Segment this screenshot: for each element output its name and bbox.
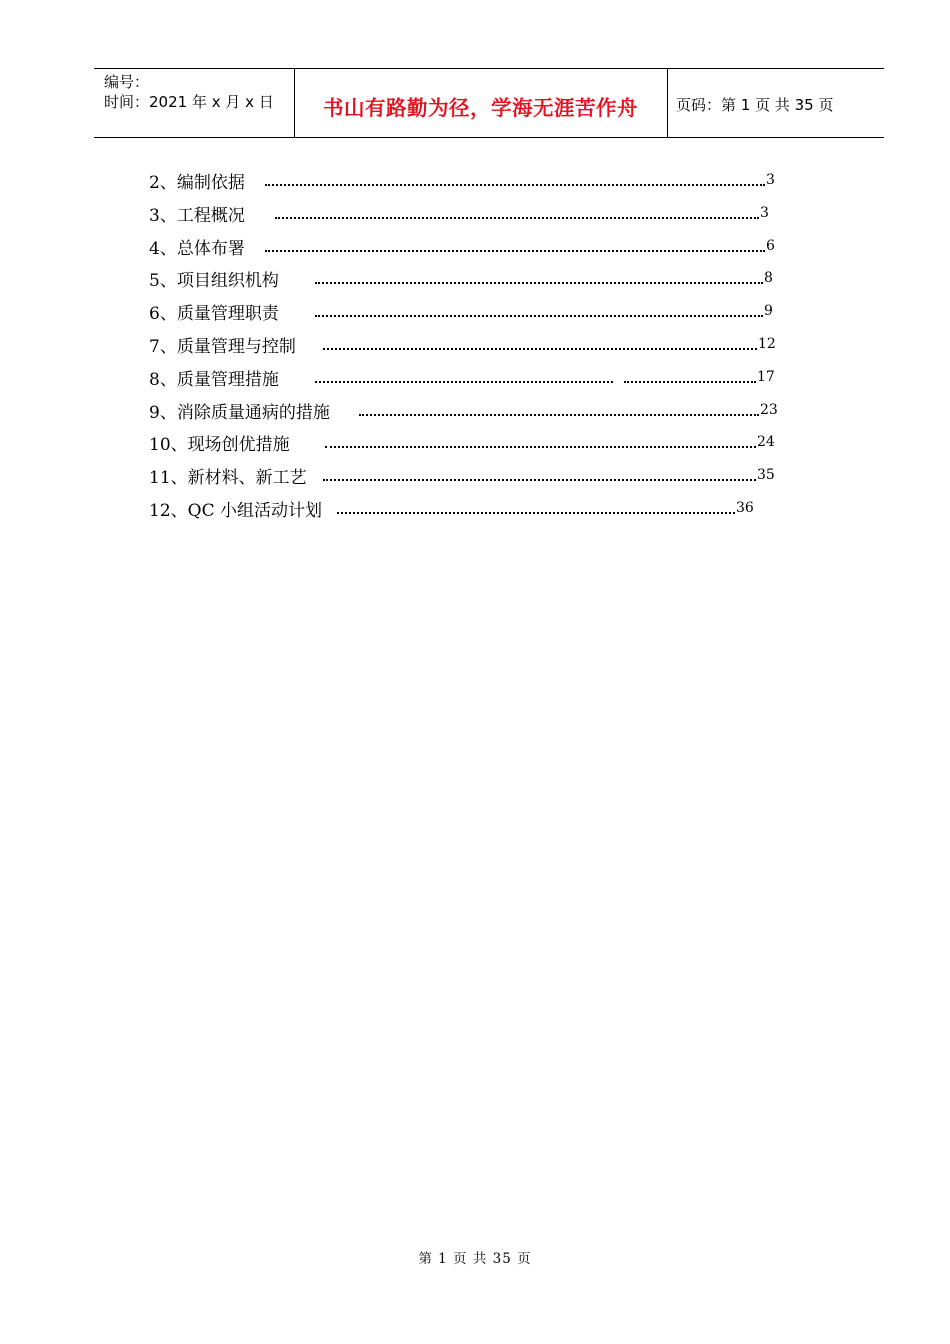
header-meta-cell [94, 69, 295, 137]
toc-entry-title: 4、总体布署 [149, 238, 245, 259]
toc-leader-dots [323, 334, 757, 350]
toc-entry-page: 3 [766, 172, 775, 188]
toc-entry[interactable] [149, 266, 789, 299]
footer-page-number: 第 1 页 共 35 页 [418, 1251, 532, 1267]
toc-entry[interactable] [149, 463, 789, 496]
toc-entry-page: 9 [764, 303, 773, 320]
toc-leader-dots [275, 203, 759, 219]
toc-entry-page: 12 [758, 335, 776, 352]
toc-entry-page: 36 [736, 499, 754, 516]
toc-entry-title: 2、编制依据 [149, 173, 245, 193]
header-motto-cell [294, 69, 668, 137]
toc-entry[interactable] [149, 365, 789, 398]
toc-leader-dots [315, 268, 763, 284]
toc-leader-dots [359, 400, 759, 416]
toc-leader-dots [337, 498, 735, 514]
toc-entry-page: 3 [760, 204, 769, 221]
header-page-info: 页码：第 1 页 共 35 页 [676, 96, 834, 114]
page-header [94, 68, 884, 138]
toc-entry-title: 10、现场创优措施 [149, 435, 290, 456]
toc-entry-page: 6 [766, 237, 775, 254]
toc-entry-page: 24 [757, 434, 775, 451]
page-footer [0, 1247, 950, 1267]
toc-entry[interactable] [149, 201, 789, 234]
toc-leader-dots [315, 301, 763, 317]
document-time: 时间：2021 年 x 月 x 日 [104, 93, 274, 111]
toc-leader-dots [323, 465, 756, 481]
header-motto: 书山有路勤为径，学海无涯苦作舟 [323, 96, 638, 120]
table-of-contents [149, 168, 789, 529]
toc-entry-title: 11、新材料、新工艺 [149, 468, 307, 489]
toc-entry-page: 17 [757, 368, 775, 385]
toc-entry-page: 35 [757, 467, 775, 484]
toc-entry-title: 6、质量管理职责 [149, 304, 279, 325]
toc-entry-title: 12、QC 小组活动计划 [149, 500, 322, 521]
toc-entry-title: 5、项目组织机构 [149, 271, 279, 292]
toc-leader-dots [624, 367, 756, 383]
toc-entry-title: 7、质量管理与控制 [149, 336, 296, 357]
header-page-cell [668, 69, 884, 137]
toc-entry[interactable] [149, 430, 789, 463]
toc-entry-title: 3、工程概况 [149, 205, 245, 226]
toc-entry-title: 8、质量管理措施 [149, 369, 279, 390]
toc-leader-dots [315, 367, 613, 383]
toc-entry[interactable] [149, 496, 789, 529]
toc-entry[interactable] [149, 299, 789, 332]
toc-entry-page: 23 [760, 401, 778, 418]
toc-entry[interactable] [149, 332, 789, 365]
toc-leader-dots [265, 236, 765, 252]
toc-entry[interactable] [149, 234, 789, 267]
toc-leader-dots [325, 432, 756, 448]
document-code-label: 编号： [104, 73, 150, 91]
toc-entry-title: 9、消除质量通病的措施 [149, 402, 330, 423]
toc-leader-dots [265, 170, 765, 186]
toc-entry-page: 8 [764, 270, 773, 287]
toc-entry[interactable] [149, 398, 789, 431]
toc-entry[interactable] [149, 168, 789, 201]
